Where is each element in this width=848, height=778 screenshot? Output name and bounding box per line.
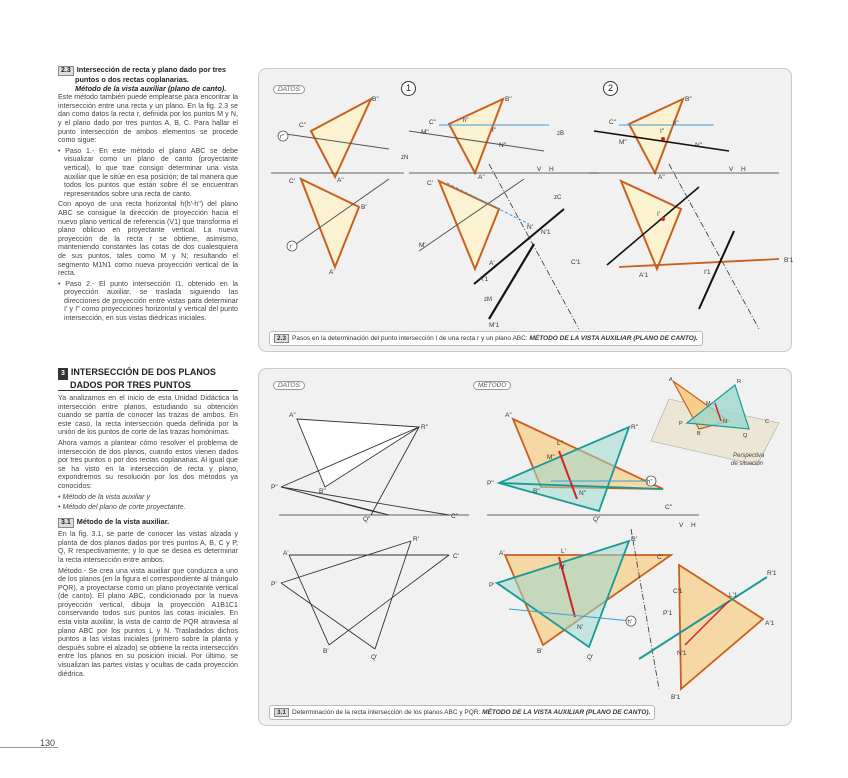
- caption-number: 2.3: [274, 334, 289, 343]
- label-pr: R: [737, 379, 741, 385]
- triangle-abc-elevation: [449, 99, 503, 173]
- perspective-label: Perspectiva: [733, 453, 765, 459]
- label-zm: zM: [484, 297, 492, 303]
- triangle-abc-elevation: [297, 419, 419, 487]
- label-pc: C: [765, 419, 769, 425]
- section-number: 3.1: [58, 518, 74, 528]
- figure-2-3-drawing: [259, 69, 794, 351]
- label-v1: V: [679, 522, 684, 529]
- label-m1: M': [419, 242, 426, 249]
- label-pb: B: [697, 431, 701, 437]
- text-column-section-3: [58, 367, 238, 680]
- label-v1: V: [729, 166, 734, 173]
- datos-plan: [271, 536, 459, 661]
- label-a1: A': [489, 260, 495, 267]
- label-r2: R": [631, 424, 639, 431]
- label-a-aux: A'1: [639, 272, 649, 279]
- datos-tag: DATOS: [273, 381, 305, 390]
- triangle-abc-plan: [621, 181, 681, 269]
- segment: [329, 555, 449, 645]
- label-i1: I': [657, 211, 661, 218]
- label-m-aux: M'1: [489, 322, 500, 329]
- label-a2: A": [289, 412, 296, 419]
- label-c2: C": [665, 504, 673, 511]
- label-a2: A": [505, 412, 512, 419]
- edge-view-plane-abc: [619, 259, 779, 267]
- segment: [375, 541, 411, 649]
- text-column-section-2-3: [58, 66, 238, 325]
- datos-tag: DATOS: [273, 85, 305, 94]
- segment: [289, 555, 329, 645]
- label-a1: A': [283, 550, 289, 557]
- metodo-tag: MÉTODO: [473, 381, 511, 390]
- auxiliary-ground-line: [631, 529, 659, 689]
- label-v1: V: [537, 166, 542, 173]
- label-b1: B': [323, 648, 329, 655]
- label-b2: B": [319, 488, 326, 495]
- label-c-aux: C'1: [571, 259, 581, 266]
- paragraph: En la fig. 3.1, se parte de conocer las vistas alzada y planta de dos planos dados por tres puntos A, B, C y P, Q, R respectivamente; y lo que se desea es determinar la recta intersección entre ambos.: [58, 530, 238, 564]
- label-h: H: [741, 166, 746, 173]
- section-3-1-heading: 3.1 Método de la vista auxiliar.: [58, 518, 238, 528]
- paragraph: Este método también puede emplearse para encontrar la intersección entre una recta y un plano. En la fig. 2.3 se dan como datos la recta r, definida por los puntos M y N, y el plano dado por tres puntos A, B, C. Para hallar el punto intersección de ambos elementos se procede como sigue:: [58, 93, 238, 145]
- label-p1: P': [489, 582, 495, 589]
- step-1-drawing: [401, 96, 599, 329]
- label-a2: A": [337, 177, 344, 184]
- caption-method: MÉTODO DE LA VISTA AUXILIAR (PLANO DE CANTO).: [529, 335, 698, 342]
- triangle-abc-auxiliary: [679, 565, 763, 689]
- figure-2-3-caption: [269, 331, 703, 346]
- label-b-aux: B'1: [784, 257, 794, 264]
- label-pm: M: [706, 401, 711, 407]
- label-c2: C": [429, 119, 437, 126]
- caption-number: 3.1: [274, 708, 289, 717]
- label-b2: B": [685, 96, 692, 103]
- label-h: H: [549, 166, 554, 173]
- datos-drawing: [271, 96, 404, 276]
- label-a-aux: A'1: [765, 620, 775, 627]
- label-r1: R': [631, 536, 637, 543]
- label-c1: C': [289, 178, 295, 185]
- section-number: 3: [58, 368, 68, 380]
- label-zb: zB: [557, 131, 565, 137]
- label-a2: A": [478, 174, 485, 181]
- caption-text: Pasos en la determinación del punto intersección I de una recta r y un plano ABC:: [292, 335, 528, 342]
- paragraph: Método.- Se crea una vista auxiliar que conduzca a uno de los planos (en la figura el correspondiente al triángulo PQR), a proyectarse como un plano proyectante vertical (de canto). El plano ABC, condicionado por la nueva proyección vertical, dibuja la proyección A1B1C1 conservando todos sus puntos las cotas iniciales. En esta vista auxiliar, la vista de canto de PQR atraviesa al plano ABC por los puntos L y N. Trasladados dichos puntos a las vistas iniciales (primero sobre la planta y después sobre el alzado) se obtiene la recta intersección entre los planos en su posición inicial. Por último, se visualizan las partes vistas y ocultas de cada proyección diédrica.: [58, 566, 238, 678]
- figure-3-1-panel: [258, 368, 792, 726]
- label-a2: A": [658, 174, 665, 181]
- step-2-drawing: [589, 96, 794, 329]
- paragraph: Ahora vamos a plantear cómo resolver el problema de intersección de dos planos, cuando estos vienen dados por tres puntos o por dos rectas coplanarias. Al igual que se ha visto en la intersección de recta y plano, expondremos su resolución por los dos métodos ya conocidos:: [58, 438, 238, 490]
- label-p-aux: P'1: [663, 610, 673, 617]
- label-a1: A': [499, 550, 505, 557]
- label-p2: P": [487, 480, 494, 487]
- label-p2: P": [271, 484, 278, 491]
- triangle-abc-plan: [439, 181, 499, 269]
- section-3-heading: 3 INTERSECCIÓN DE DOS PLANOS DADOS POR TRES PUNTOS: [58, 367, 238, 391]
- label-n2: N": [579, 490, 587, 497]
- label-r1: R': [413, 536, 419, 543]
- label-n2: N": [695, 142, 703, 149]
- label-p1: P': [271, 581, 277, 588]
- triangle-pqr-elevation: [499, 427, 629, 511]
- label-b2: B": [533, 488, 540, 495]
- label-c2: C": [609, 119, 617, 126]
- label-h2: h": [673, 121, 679, 127]
- label-b1: B': [537, 648, 543, 655]
- label-l1: L': [561, 548, 566, 555]
- label-q2: Q": [593, 516, 601, 523]
- paragraph-step-1: • Paso 1.- En este método el plano ABC se debe visualizar como un plano de canto (proyectante vertical), lo que trae consigo determinar una vista auxiliar que le sitúe en esa posición; de tal manera que todos los puntos que están sobre él se encuentran representados sobre una recta de canto.: [58, 146, 238, 198]
- label-pq: Q: [743, 433, 748, 439]
- perspective-label: de situación: [731, 461, 764, 467]
- label-m2: M": [547, 454, 555, 461]
- label-a-aux: A'1: [479, 276, 489, 283]
- caption-method: MÉTODO DE LA VISTA AUXILIAR (PLANO DE CANTO).: [482, 709, 651, 716]
- label-c2: C": [451, 513, 459, 520]
- section-2-3-heading: 2.3 Intersección de recta y plano dado por tres puntos o dos rectas coplanarias. Método de la vista auxiliar (plano de canto).: [58, 66, 238, 93]
- segment: [281, 541, 411, 583]
- label-b1: B': [361, 204, 367, 211]
- paragraph-step-2: • Paso 2.- El punto intersección I1, obtenido en la proyección auxiliar, se traslada siguiendo las direcciones de proyección entre vistas para determinar I' y I" como proyecciones horizontal y vertical del punto intersección, en sus vistas diédricas iniciales.: [58, 279, 238, 323]
- label-zn: zN: [401, 155, 409, 161]
- intersection-point-elevation: [661, 137, 665, 141]
- paragraph: Con apoyo de una recta horizontal h(h'-h") del plano ABC se consigue la dirección de proyección hacia el nuevo plano vertical de referencia (V1) que transforma el plano oblicuo en proyectante vertical. La nueva proyección de la recta r se obtiene, asimismo, manteniendo constantes las cotas de dos cualesquiera de sus puntos, tales como M y N; resultando el segmento M1N1 como nueva proyección vertical de la recta.: [58, 200, 238, 278]
- bullet-item: • Método del plano de corte proyectante.: [58, 503, 186, 512]
- label-h2: h": [463, 118, 469, 124]
- label-pn: N: [723, 419, 727, 425]
- figure-2-3-panel: [258, 68, 792, 352]
- caption-text: Determinación de la recta intersección de los planos ABC y PQR:: [292, 709, 481, 716]
- label-c1: C': [657, 554, 663, 561]
- label-n1: N': [527, 224, 533, 231]
- triangle-abc-plan: [301, 179, 359, 267]
- label-n-aux: N'1: [677, 650, 687, 657]
- label-h1: h': [627, 619, 632, 626]
- label-pp: P: [679, 421, 683, 427]
- label-zc: zC: [554, 195, 562, 201]
- label-r2: R": [421, 424, 429, 431]
- label-i2: I": [492, 127, 497, 134]
- label-r2: r": [280, 134, 285, 141]
- page-number: 130: [40, 738, 56, 748]
- label-n1: N': [577, 624, 583, 631]
- label-pa: A: [669, 377, 673, 383]
- segment: [281, 487, 449, 515]
- step-2-badge: 2: [603, 81, 618, 96]
- label-n-aux: N'1: [541, 229, 551, 236]
- paragraph: Ya analizamos en el inicio de esta Unidad Didáctica la intersección entre planos, estudiando su obtención cuando se partía de conocer las trazas de ambos. En este caso, la recta intersección queda definida por la unión de los puntos de corte de las trazas homónimas.: [58, 394, 238, 437]
- intersection-point-plan: [661, 217, 665, 221]
- label-q1: Q': [587, 654, 594, 661]
- datos-elevation: [271, 412, 469, 523]
- label-r1: r': [289, 244, 293, 251]
- figure-3-1-drawing: [259, 369, 791, 725]
- figure-3-1-caption: [269, 705, 655, 720]
- bullet-item: • Método de la vista auxiliar y: [58, 492, 150, 501]
- label-b2: B": [505, 96, 512, 103]
- section-number: 2.3: [58, 66, 74, 76]
- label-h: H: [691, 522, 696, 529]
- label-q2: Q": [363, 516, 371, 523]
- label-b-aux: B'1: [671, 694, 681, 701]
- label-c1: C': [427, 180, 433, 187]
- label-r-aux: R'1: [767, 570, 777, 577]
- label-c1: C': [453, 553, 459, 560]
- label-a1: A': [329, 269, 335, 276]
- label-m1: M': [559, 564, 566, 571]
- label-m2: M": [619, 139, 627, 146]
- auxiliary-ground-line: [489, 164, 579, 329]
- perspective-inset: [651, 377, 779, 467]
- segment: [281, 583, 375, 649]
- label-b2: B": [372, 96, 379, 103]
- triangle-abc-elevation: [629, 99, 683, 173]
- auxiliary-ground-line: [669, 164, 759, 329]
- label-l2: L": [557, 440, 563, 447]
- metodo-plan: [489, 529, 777, 701]
- step-1-badge: 1: [401, 81, 416, 96]
- label-m2: M": [421, 129, 429, 136]
- label-q1: Q': [371, 654, 378, 661]
- triangle-abc-elevation: [311, 99, 371, 177]
- label-c2: C": [299, 122, 307, 129]
- label-l-aux: L'1: [729, 592, 738, 599]
- label-h2: h": [647, 479, 653, 486]
- label-i-aux: I'1: [704, 269, 711, 276]
- label-c-aux: C'1: [673, 588, 683, 595]
- label-i2: I": [660, 128, 665, 135]
- label-n2: N": [499, 142, 507, 149]
- line-r-auxiliary: [489, 244, 534, 319]
